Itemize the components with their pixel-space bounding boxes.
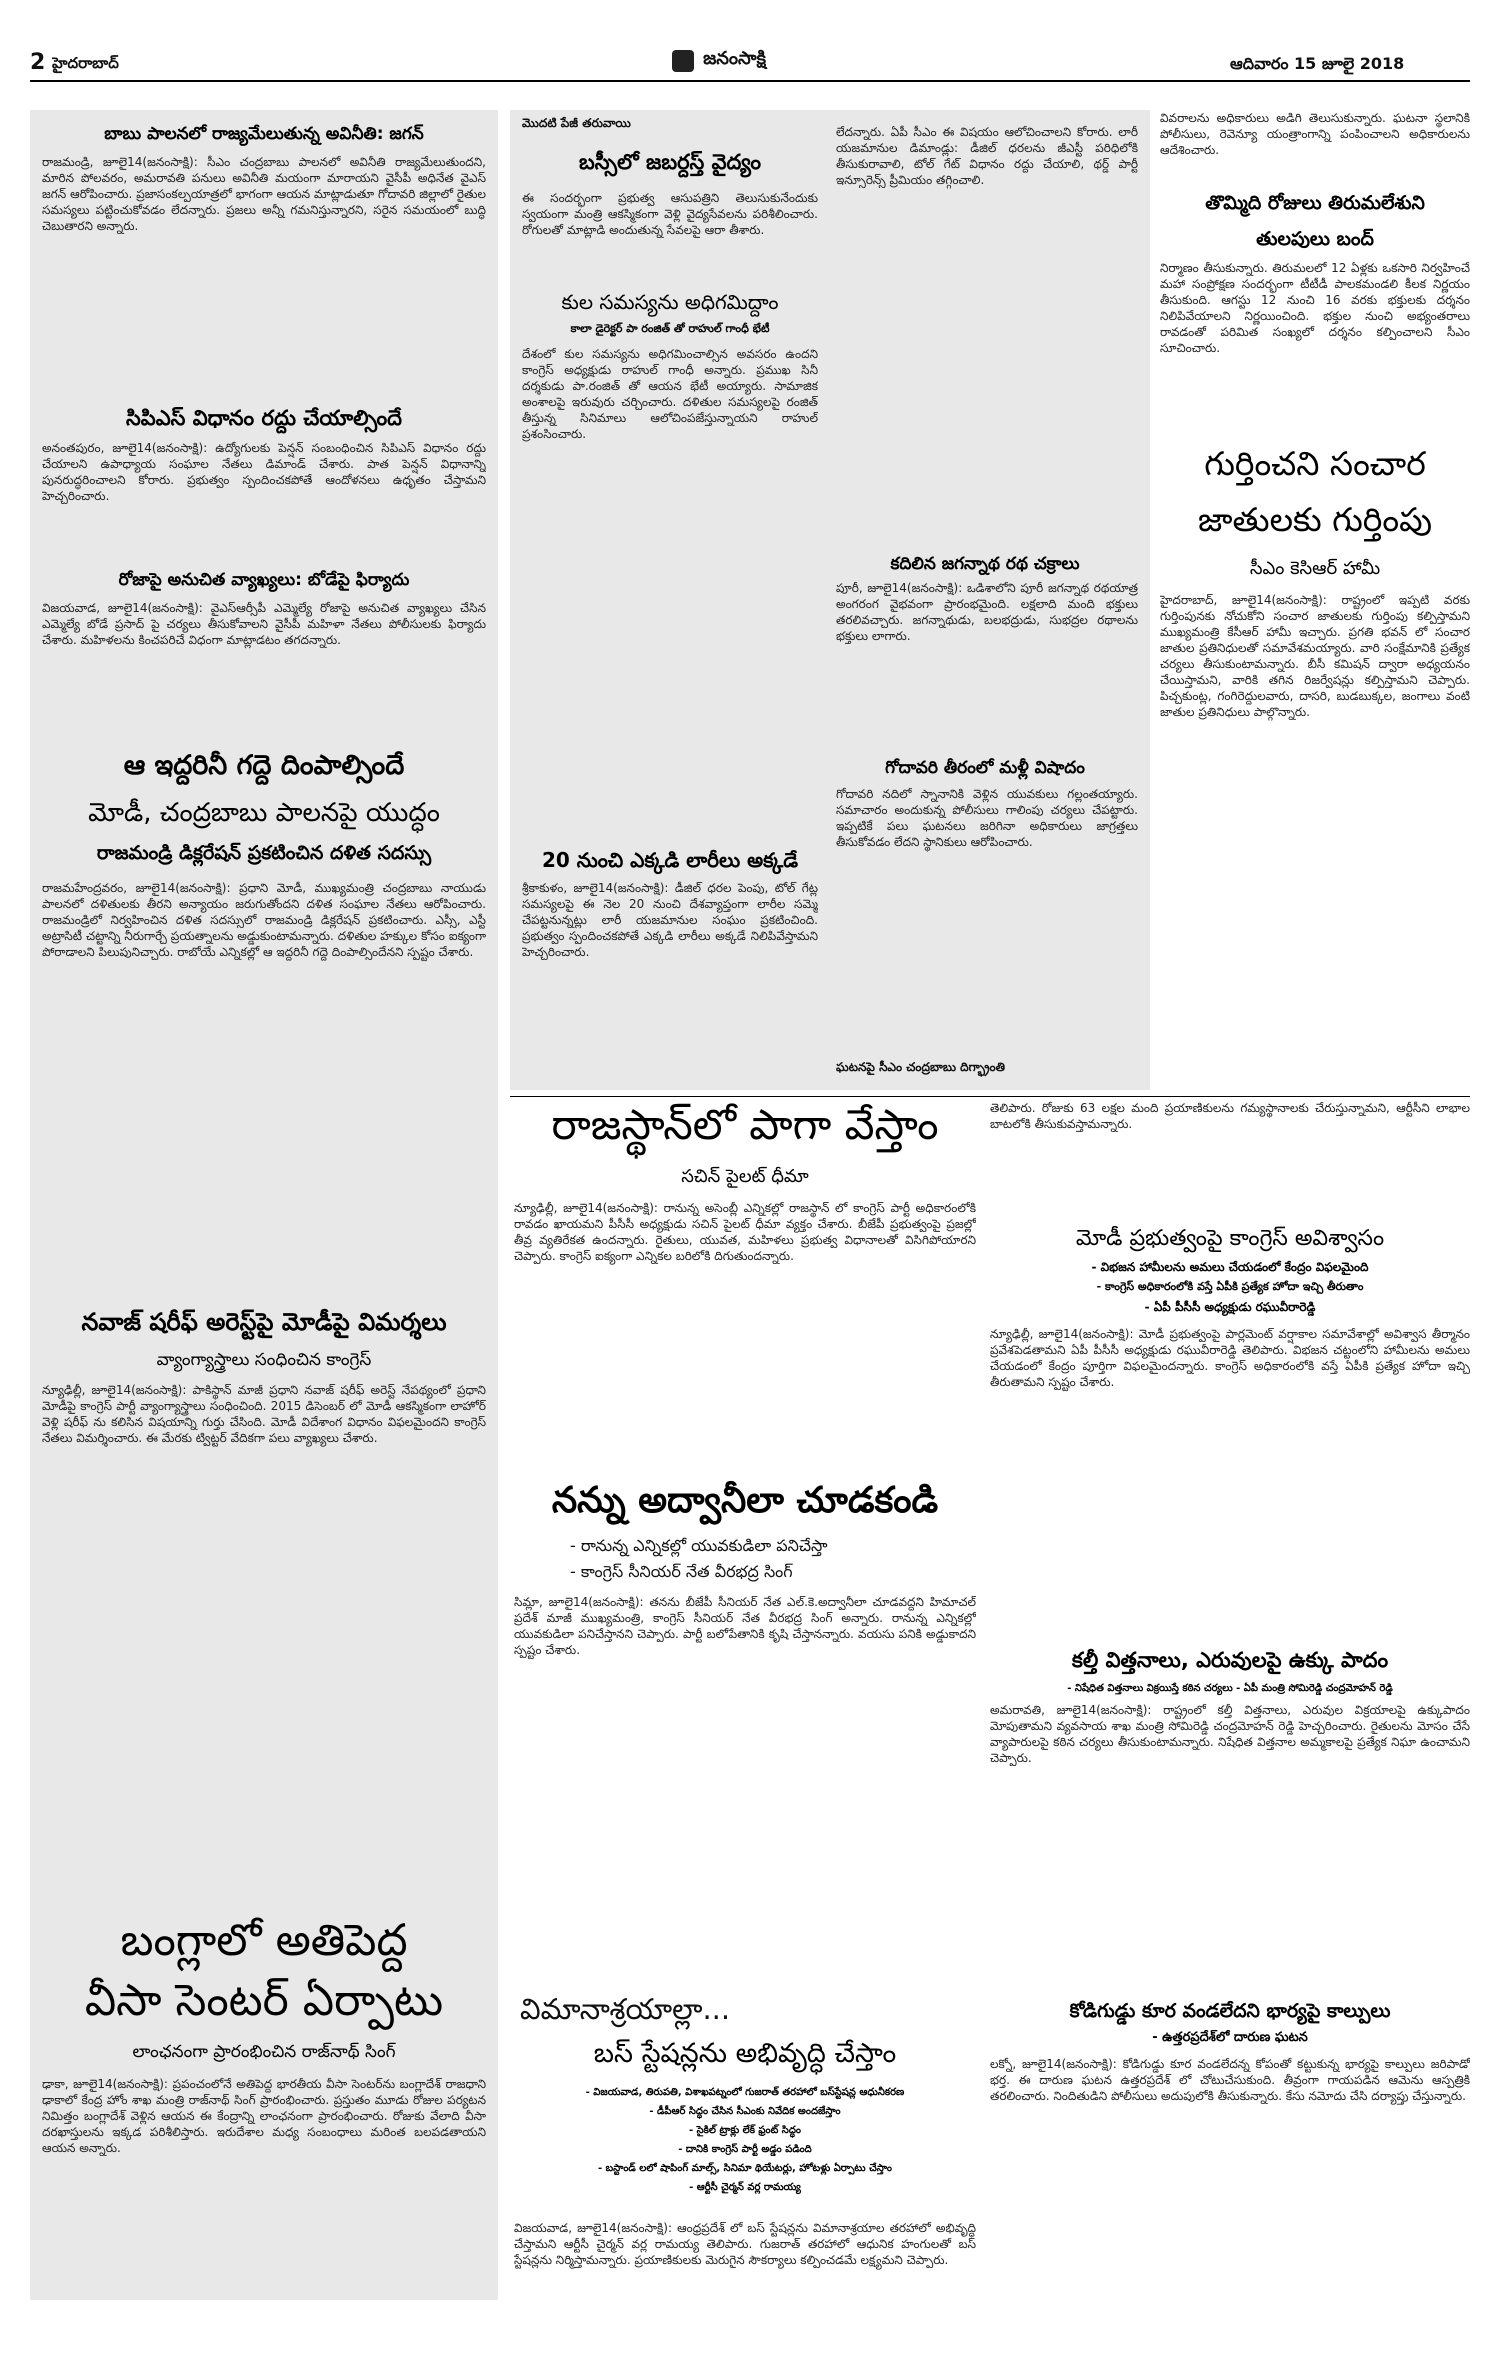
headline-godavari: గోదావరి తీరంలో మళ్లీ విషాదం xyxy=(885,758,1085,778)
headline-modi-babu: మోడీ, చంద్రబాబు పాలనపై యుద్ధం xyxy=(88,798,440,828)
article-caste: దేశంలో కుల సమస్యను అధిగమించాల్సిన అవసరం ఉందని కాంగ్రెస్ అధ్యక్షుడు రాహుల్ గాంధీ అన్నారు. ప్రముఖ సినీ దర్శకుడు పా.రంజిత్ తో ఆయన భేటీ అయ్యారు. సామాజిక అంశాలపై ఇరువురు చర్చించారు. దళితుల సమస్యలపై రంజిత్ తీస్తున్న సినిమాలు ఆలోచింపజేస్తున్నాయని రాహుల్ ప్రశంసించారు. xyxy=(522,347,818,441)
subhead-nc-2: - కాంగ్రెస్ అధికారంలోకి వస్తే ఏపీకి ప్రత్యేక హోదా ఇచ్చి తీరుతాం xyxy=(1096,1280,1364,1293)
headline-nomads-1: గుర్తించని సంచార xyxy=(1204,444,1426,483)
article-egg-curry: లక్నో, జూలై14(జనంసాక్షి): కోడిగుడ్డు కూర వండలేదన్న కోపంతో కట్టుకున్న భార్యపై కాల్పులు జరిపాడో భర్త. ఈ దారుణ ఘటన ఉత్తరప్రదేశ్ లో చోటుచేసుకుంది. తీవ్రంగా గాయపడిన ఆమెను ఆస్పత్రికి తరలించారు. నిందితుడిని పోలీసులు అదుపులోకి తీసుకున్నారు. కేసు నమోదు చేసి దర్యాప్తు చేస్తున్నారు. xyxy=(990,2057,1470,2103)
headline-tirumala-2: తులపులు బంద్ xyxy=(1256,228,1374,250)
page-city: హైదరాబాద్ xyxy=(52,54,119,72)
headline-bangla-1: బంగ్లాలో అతిపెద్ద xyxy=(120,1915,408,1966)
headline-caste: కుల సమస్యను అధిగమిద్దాం xyxy=(561,290,779,314)
article-rathayatra: పూరీ, జూలై14(జనంసాక్షి): ఒడిశాలోని పూరీ జగన్నాథ రథయాత్ర అంగరంగ వైభవంగా ప్రారంభమైంది. లక్షలాది మంది భక్తులు తరలివచ్చారు. జగన్నాథుడు, బలభద్రుడు, సుభద్రల రథాలను భక్తులు లాగారు. xyxy=(836,581,1138,643)
headline-nawaz: నవాజ్ షరీఫ్ అరెస్ట్‌పై మోడీపై విమర్శలు xyxy=(81,1308,447,1336)
headline-gaddedimpalsinde: ఆ ఇద్దరినీ గద్దె దింపాల్సిందే xyxy=(123,750,405,781)
subhead-nomads: సీఎం కెసిఆర్ హామీ xyxy=(1249,558,1381,579)
headline-airports: విమానాశ్రయాల్లా... xyxy=(520,1992,731,2026)
headline-bangla-2: వీసా సెంటర్ ఏర్పాటు xyxy=(84,1975,444,2026)
right-lower-block xyxy=(990,1100,1470,2300)
brand-name: జనంసాక్షి xyxy=(703,48,766,69)
mid-lower-block xyxy=(510,1100,980,2300)
mid-divider xyxy=(510,1096,1470,1097)
article-rtc-cont: తెలిపారు. రోజుకు 63 లక్షల మంది ప్రయాణికులను గమ్యస్థానాలకు చేరుస్తున్నామని, ఆర్టీసీని లాభాల బాటలోకి తీసుకువస్తామన్నారు. xyxy=(990,1101,1470,1131)
subhead-nc-3: - ఏపీ పీసీసీ అధ్యక్షుడు రఘువీరారెడ్డి xyxy=(1144,1300,1316,1314)
bullet-6: - ఆర్టీసీ చైర్మన్ వర్ల రామయ్య xyxy=(689,2182,801,2193)
subhead-seeds: - నిషేధిత విత్తనాలు విక్రయిస్తే కఠిన చర్యలు - ఏపీ మంత్రి సోమిరెడ్డి చంద్రమోహన్ రెడ్డి xyxy=(1067,1683,1393,1694)
bullet-4: - దానికి కాంగ్రెస్ పార్టీ అడ్డం పడింది xyxy=(678,2144,812,2155)
article-tirumala: నిర్మాణం తీసుకున్నారు. తిరుమలలో 12 ఏళ్లకు ఒకసారి నిర్వహించే మహా సంప్రోక్షణ సందర్భంగా టీటీడీ పాలకమండలి కీలక నిర్ణయం తీసుకుంది. ఆగస్టు 12 నుంచి 16 వరకు భక్తులకు దర్శనం నిలిపివేయాలని నిర్ణయించింది. భక్తుల నుంచి అభ్యంతరాలు రావడంతో పరిమిత సంఖ్యలో దర్శనం కల్పించాలని సీఎం సూచించారు. xyxy=(1160,261,1470,355)
subhead-nc-1: - విభజన హామీలను అమలు చేయడంలో కేంద్రం విఫలమైంది xyxy=(1091,1260,1369,1274)
subhead-advani-1: - రానున్న ఎన్నికల్లో యువకుడిలా పనిచేస్తా xyxy=(570,1536,828,1555)
logo-icon xyxy=(672,50,694,72)
article-jagan: రాజమండ్రి, జూలై14(జనంసాక్షి): సీఎం చంద్రబాబు పాలనలో అవినీతి రాజ్యమేలుతుందని, మారిన పోలవరం, అమరావతి పనులు అవినీతి మయంగా మారాయని వైసీపీ అధినేత వైఎస్ జగన్ ఆరోపించారు. ప్రజాసంకల్పయాత్రలో భాగంగా ఆయన మాట్లాడుతూ గోదావరి జిల్లాలో రైతుల సమస్యలు పట్టించుకోవడం లేదన్నారు. ప్రజలు అన్నీ గమనిస్తున్నారని, సరైన సమయంలో బుద్ధి చెబుతారని అన్నారు. xyxy=(42,155,486,233)
headline-nomads-2: జాతులకు గుర్తింపు xyxy=(1197,500,1433,539)
headline-roja: రోజాపై అనుచిత వ్యాఖ్యలు: బోడేపై ఫిర్యాదు xyxy=(118,570,410,590)
headline-lorries: 20 నుంచి ఎక్కడి లారీలు అక్కడే xyxy=(541,848,799,872)
headline-cps: సిపిఎస్ విధానం రద్దు చేయాల్సిందే xyxy=(126,406,402,430)
article-advani: సిమ్లా, జూలై14(జనంసాక్షి): తనను బీజేపీ సీనియర్ నేత ఎల్.కె.అద్వానీలా చూడవద్దని హిమాచల్ ప్రదేశ్ మాజీ ముఖ్యమంత్రి, కాంగ్రెస్ సీనియర్ నేత వీరభద్ర సింగ్ అన్నారు. రానున్న ఎన్నికల్లో యువకుడిలా పనిచేస్తానని చెప్పారు. పార్టీ బలోపేతానికి కృషి చేస్తానన్నారు. వయసు పనికి అడ్డుకాదని స్పష్టం చేశారు. xyxy=(514,1595,976,1657)
masthead-rule xyxy=(30,80,1470,82)
bullet-3: - సైకిల్ ట్రాక్లు లేక్ ఫ్రంట్ సిద్ధం xyxy=(689,2125,801,2136)
subhead-dalit: రాజమండ్రి డిక్లరేషన్ ప్రకటించిన దళిత సదస్సు xyxy=(96,842,432,864)
article-nomads: హైదరాబాద్, జూలై14(జనంసాక్షి): రాష్ట్రంలో ఇప్పటి వరకు గుర్తింపునకు నోచుకోని సంచార జాతులకు గుర్తింపు కల్పిస్తామని ముఖ్యమంత్రి కేసీఆర్ హామీ ఇచ్చారు. ప్రగతి భవన్ లో సంచార జాతుల ప్రతినిధులతో సమావేశమయ్యారు. వారి సంక్షేమానికి ప్రత్యేక చర్యలు తీసుకుంటామన్నారు. బీసీ కమిషన్ ద్వారా అధ్యయనం చేయిస్తామని, వారికి తగిన రిజర్వేషన్లు కల్పిస్తామని చెప్పారు. పిచ్చకుంట్ల, గంగిరెద్దులవారు, దాసరి, బుడబుక్కల, జంగాలు వంటి జాతుల ప్రతినిధులు పాల్గొన్నారు. xyxy=(1160,593,1470,719)
headline-jagan: బాబు పాలనలో రాజ్యమేలుతున్న అవినీతి: జగన్ xyxy=(104,124,424,144)
subhead-bangla: లాంఛనంగా ప్రారంభించిన రాజ్‌నాథ్ సింగ్ xyxy=(132,2042,396,2062)
article-tirumala-prev: వివరాలను అధికారులు అడిగి తెలుసుకున్నారు. ఘటనా స్థలానికి పోలీసులు, రెవెన్యూ యంత్రాంగాన్ని పంపించాలని అధికారులను ఆదేశించారు. xyxy=(1160,111,1470,157)
issue-date: ఆదివారం 15 జూలై 2018 xyxy=(1230,54,1405,73)
subhead-advani-2: - కాంగ్రెస్ సీనియర్ నేత వీరభద్ర సింగ్ xyxy=(570,1562,793,1581)
headline-no-confidence: మోడీ ప్రభుత్వంపై కాంగ్రెస్ అవిశ్వాసం xyxy=(1075,1226,1385,1251)
bullet-5: - బస్టాండ్ లలో షాపింగ్ మాల్స్, సినిమా థియేటర్లు, హోటళ్లు ఏర్పాటు చేస్తాం xyxy=(598,2163,892,2174)
article-rajasthan: న్యూఢిల్లీ, జూలై14(జనంసాక్షి): రానున్న అసెంబ్లీ ఎన్నికల్లో రాజస్థాన్ లో కాంగ్రెస్ పార్టీ అధికారంలోకి రావడం ఖాయమని పీసీసీ అధ్యక్షుడు సచిన్ పైలట్ ధీమా వ్యక్తం చేశారు. బీజేపీ ప్రభుత్వంపై ప్రజల్లో తీవ్ర వ్యతిరేకత ఉందన్నారు. రైతులు, యువత, మహిళలు ప్రభుత్వ విధానాలతో విసిగిపోయారని చెప్పారు. కాంగ్రెస్ ఐక్యంగా ఎన్నికల బరిలోకి దిగుతుందన్నారు. xyxy=(514,1201,976,1263)
subhead-godavari: ఘటనపై సీఎం చంద్రబాబు దిగ్భ్రాంతి xyxy=(836,1060,1006,1074)
headline-rajasthan: రాజస్థాన్‌లో పాగా వేస్తాం xyxy=(551,1100,939,1149)
mid-top-block xyxy=(510,110,1150,1090)
article-bassi: ఈ సందర్భంగా ప్రభుత్వ ఆసుపత్రిని తెలుసుకునేందుకు స్వయంగా మంత్రి ఆకస్మికంగా వెళ్లి వైద్యసేవలను పరిశీలించారు. రోగులతో మాట్లాడి అందుతున్న సేవలపై ఆరా తీశారు. xyxy=(522,191,818,237)
subhead-rajasthan: సచిన్ పైలట్ ధీమా xyxy=(681,1166,809,1187)
headline-advani: నన్ను అద్వానీలా చూడకండి xyxy=(551,1480,939,1521)
brand-logo xyxy=(672,48,832,76)
article-seeds: అమరావతి, జూలై14(జనంసాక్షి): రాష్ట్రంలో కల్తీ విత్తనాలు, ఎరువుల విక్రయాలపై ఉక్కుపాదం మోపుతామని వ్యవసాయ శాఖ మంత్రి సోమిరెడ్డి చంద్రమోహన్ రెడ్డి హెచ్చరించారు. రైతులను మోసం చేసే వ్యాపారులపై కఠిన చర్యలు తీసుకుంటామన్నారు. నిషేధిత విత్తనాల అమ్మకాలపై ప్రత్యేక నిఘా ఉంచామని చెప్పారు. xyxy=(990,1703,1470,1765)
headline-egg-curry: కోడిగుడ్డు కూర వండలేదని భార్యపై కాల్పులు xyxy=(1069,2000,1391,2022)
bullet-list-busstations xyxy=(510,2086,980,2216)
page-number: 2 xyxy=(30,50,46,75)
article-no-confidence: న్యూఢిల్లీ, జూలై14(జనంసాక్షి): మోడీ ప్రభుత్వంపై పార్లమెంట్ వర్షాకాల సమావేశాల్లో అవిశ్వాస తీర్మానం ప్రవేశపెడతామని ఏపీ పీసీసీ అధ్యక్షుడు రఘువీరారెడ్డి తెలిపారు. విభజన చట్టంలోని హామీలను అమలు చేయడంలో కేంద్రం పూర్తిగా విఫలమైందన్నారు. కాంగ్రెస్ అధికారంలోకి వస్తే ఏపీకి ప్రత్యేక హోదా ఇచ్చి తీరుతామని స్పష్టం చేశారు. xyxy=(990,1327,1470,1389)
subhead-caste: కాలా డైరెక్టర్ పా రంజిత్ తో రాహుల్ గాంధీ భేటీ xyxy=(570,322,770,335)
bullet-2: - డీపీఆర్ సిద్ధం చేసిన సీఎంకు నివేదిక అందజేస్తాం xyxy=(649,2106,841,2117)
right-top-block xyxy=(1160,110,1470,1090)
kicker-continued: మొదటి పేజీ తరువాయి xyxy=(522,116,631,130)
article-dalit: రాజమహేంద్రవరం, జూలై14(జనంసాక్షి): ప్రధాని మోడీ, ముఖ్యమంత్రి చంద్రబాబు నాయుడు పాలనలో దళితులకు తీరని అన్యాయం జరుగుతోందని దళిత సంఘాల నేతలు ఆరోపించారు. రాజమండ్రిలో నిర్వహించిన దళిత సదస్సులో రాజమండ్రి డిక్లరేషన్ ప్రకటించారు. ఎస్సీ, ఎస్టీ అట్రాసిటీ చట్టాన్ని నీరుగార్చే ప్రయత్నాలను అడ్డుకుంటామన్నారు. దళితుల హక్కుల కోసం ఐక్యంగా పోరాడాలని పిలుపునిచ్చారు. రాబోయే ఎన్నికల్లో ఆ ఇద్దరినీ గద్దె దింపాల్సిందేనని స్పష్టం చేశారు. xyxy=(42,881,486,959)
headline-seeds: కల్తీ విత్తనాలు, ఎరువులపై ఉక్కు పాదం xyxy=(1071,1648,1389,1672)
masthead xyxy=(0,0,1500,80)
headline-bassi: బస్సీలో జబర్దస్త్ వైద్యం xyxy=(578,150,762,174)
headline-tirumala-1: తొమ్మిది రోజులు తిరుమలేశుని xyxy=(1205,192,1425,214)
left-column xyxy=(30,110,498,2300)
bullet-1: - విజయవాడ, తిరుపతి, విశాఖపట్నంలో గుజరాత్ తరహాలో బస్‌స్టేషన్ల ఆధునీకరణ xyxy=(585,2087,905,2098)
article-bangla: ఢాకా, జూలై14(జనంసాక్షి): ప్రపంచంలోనే అతిపెద్ద భారతీయ వీసా సెంటర్‌ను బంగ్లాదేశ్ రాజధాని ఢాకాలో కేంద్ర హోం శాఖ మంత్రి రాజ్‌నాథ్ సింగ్ ప్రారంభించారు. ప్రస్తుతం మూడు రోజుల పర్యటన నిమిత్తం బంగ్లాదేశ్ వెళ్లిన ఆయన ఈ కేంద్రాన్ని లాంఛనంగా ప్రారంభించారు. రోజుకు వేలాది వీసా దరఖాస్తులను ఇక్కడ పరిశీలిస్తారు. ఇరుదేశాల మధ్య సంబంధాలు మరింత బలపడతాయని ఆయన అన్నారు. xyxy=(42,2077,486,2155)
subhead-nawaz: వ్యాంగ్యాస్త్రాలు సంధించిన కాంగ్రెస్ xyxy=(156,1350,372,1370)
article-busstations: విజయవాడ, జూలై14(జనంసాక్షి): ఆంధ్రప్రదేశ్ లో బస్ స్టేషన్లను విమానాశ్రయాల తరహాలో అభివృద్ధి చేస్తామని ఆర్టీసీ చైర్మన్ వర్ల రామయ్య తెలిపారు. గుజరాత్ తరహాలో ఆధునిక హంగులతో బస్ స్టేషన్లను నిర్మిస్తామన్నారు. ప్రయాణికులకు మెరుగైన సౌకర్యాలు కల్పించడమే లక్ష్యమని చెప్పారు. xyxy=(514,2221,976,2267)
headline-busstations: బస్ స్టేషన్లను అభివృద్ధి చేస్తాం xyxy=(593,2038,897,2069)
article-nawaz: న్యూఢిల్లీ, జూలై14(జనంసాక్షి): పాకిస్థాన్ మాజీ ప్రధాని నవాజ్ షరీఫ్ అరెస్ట్ నేపథ్యంలో ప్రధాని మోడీపై కాంగ్రెస్ పార్టీ వ్యాంగ్యాస్త్రాలు సంధించింది. 2015 డిసెంబర్ లో మోడీ ఆకస్మికంగా లాహోర్ వెళ్లి షరీఫ్ ను కలిసిన విషయాన్ని గుర్తు చేసింది. మోడీ విదేశాంగ విధానం విఫలమైందని కాంగ్రెస్ నేతలు విమర్శించారు. ఈ మేరకు ట్విట్టర్ వేదికగా పలు వ్యాఖ్యలు చేశారు. xyxy=(42,1383,486,1445)
article-lorry-cont: లేదన్నారు. ఏపీ సీఎం ఈ విషయం ఆలోచించాలని కోరారు. లారీ యజమానుల డిమాండ్లు: డీజిల్ ధరలను జీఎస్టీ పరిధిలోకి తీసుకురావాలి, టోల్ గేట్ విధానం రద్దు చేయాలి, థర్డ్ పార్టీ ఇన్సూరెన్స్ ప్రీమియం తగ్గించాలి. xyxy=(836,125,1138,187)
article-cps: అనంతపురం, జూలై14(జనంసాక్షి): ఉద్యోగులకు పెన్షన్ సంబంధించిన సిపిఎస్ విధానం రద్దు చేయాలని ఉపాధ్యాయ సంఘాల నేతలు డిమాండ్ చేశారు. పాత పెన్షన్ విధానాన్ని పునరుద్ధరించాలని కోరారు. ప్రభుత్వం స్పందించకపోతే ఆందోళనలు ఉధృతం చేస్తామని హెచ్చరించారు. xyxy=(42,441,486,503)
article-lorries: శ్రీకాకుళం, జూలై14(జనంసాక్షి): డీజిల్ ధరల పెంపు, టోల్ గేట్ల సమస్యలపై ఈ నెల 20 నుంచి దేశవ్యాప్తంగా లారీల సమ్మె చేపట్టనున్నట్లు లారీ యజమానుల సంఘం ప్రకటించింది. ప్రభుత్వం స్పందించకపోతే ఎక్కడి లారీలు అక్కడే నిలిపివేస్తామని హెచ్చరించారు. xyxy=(522,881,818,959)
headline-rathayatra: కదిలిన జగన్నాథ రథ చక్రాలు xyxy=(890,554,1080,574)
article-godavari: గోదావరి నదిలో స్నానానికి వెళ్లిన యువకులు గల్లంతయ్యారు. సమాచారం అందుకున్న పోలీసులు గాలింపు చర్యలు చేపట్టారు. ఇప్పటికే పలు ఘటనలు జరిగినా అధికారులు జాగ్రత్తలు తీసుకోవడం లేదని స్థానికులు ఆరోపించారు. xyxy=(836,787,1138,849)
article-roja: విజయవాడ, జూలై14(జనంసాక్షి): వైఎస్ఆర్సీపీ ఎమ్మెల్యే రోజాపై అనుచిత వ్యాఖ్యలు చేసిన ఎమ్మెల్యే బోడే ప్రసాద్ పై చర్యలు తీసుకోవాలని వైసీపీ మహిళా నేతలు పోలీసులకు ఫిర్యాదు చేశారు. మహిళలను కించపరిచే విధంగా మాట్లాడటం తగదన్నారు. xyxy=(42,601,486,647)
subhead-egg-curry: - ఉత్తరప్రదేశ్‌లో దారుణ ఘటన xyxy=(1152,2030,1308,2045)
